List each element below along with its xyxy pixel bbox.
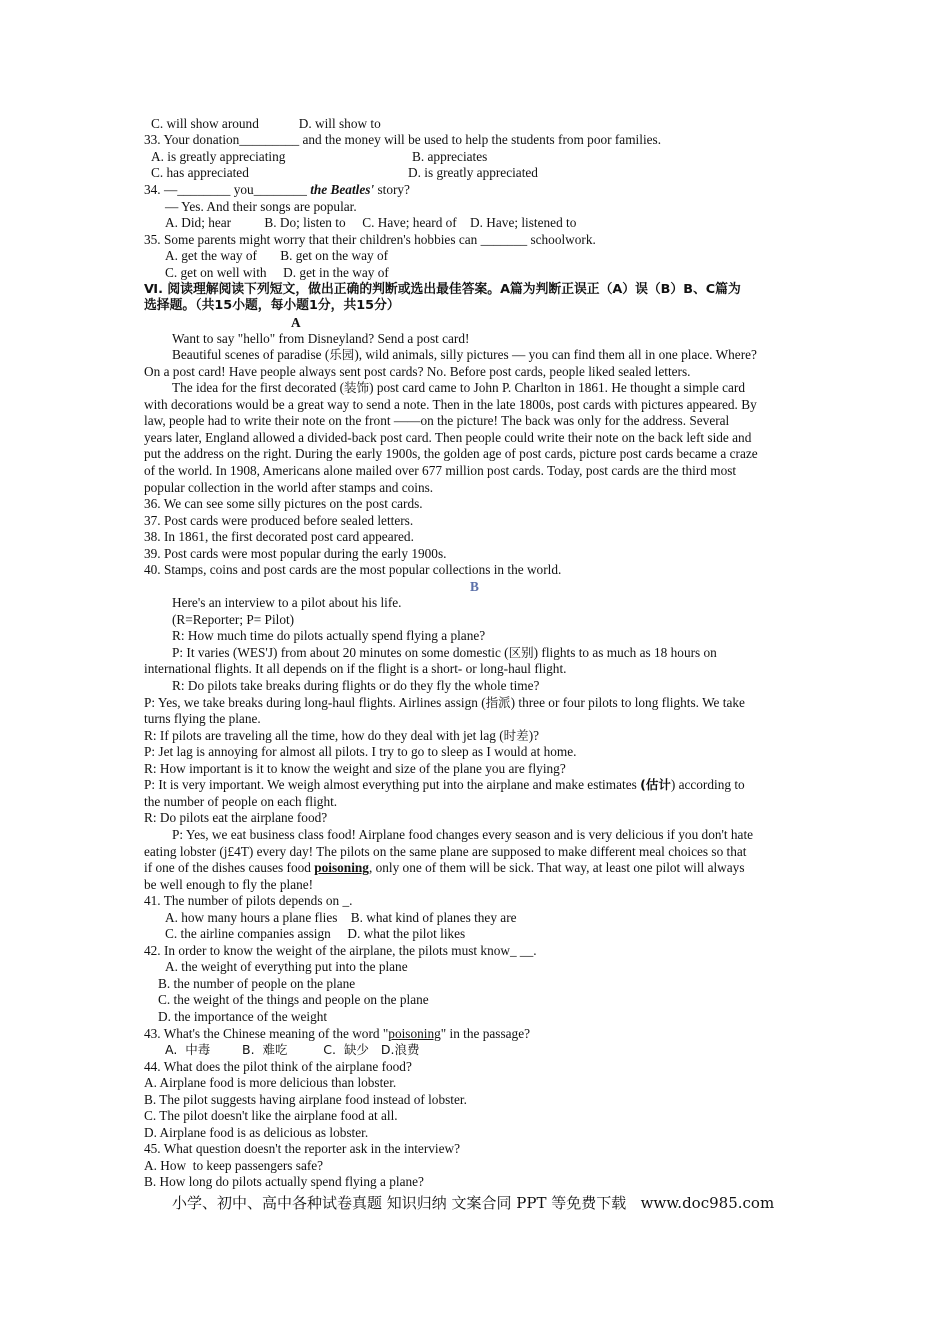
underlined-word: poisoning [314, 860, 369, 875]
passage-b-line [172, 645, 717, 662]
passage-a-line: popular collection in the world after stamps and coins. [144, 480, 434, 495]
text-span: R: If pilots are traveling all the time, how do they deal with jet lag ( [144, 728, 504, 743]
q44-option-b: B. The pilot suggests having airplane food instead of lobster. [144, 1092, 467, 1107]
question-43 [144, 1026, 530, 1043]
text-span: ) according to [670, 777, 745, 792]
passage-a-line: law, people had to write their note on the front ——on the picture! The back was only for the address. Several [144, 413, 730, 428]
text-span: ) flights to as much as 18 hours on [533, 645, 717, 660]
passage-b-line [144, 777, 745, 794]
text-span: Beautiful scenes of paradise ( [172, 347, 330, 362]
q44-option-c: C. The pilot doesn't like the airplane food at all. [144, 1108, 398, 1123]
q44-option-a: A. Airplane food is more delicious than lobster. [144, 1075, 397, 1090]
passage-a-line: Want to say "hello" from Disneyland? Send a post card! [172, 331, 470, 346]
question-38: 38. In 1861, the first decorated post card appeared. [144, 529, 414, 544]
q42-option-a: A. the weight of everything put into the plane [165, 959, 408, 974]
q32-options-cd: C. will show around D. will show to [151, 116, 381, 131]
question-39: 39. Post cards were most popular during the early 1900s. [144, 546, 447, 561]
passage-a-line: years later, England allowed a divided-back post card. Then people could write their note on the back left side and [144, 430, 752, 445]
text-span: The idea for the first decorated ( [172, 380, 345, 395]
q42-option-d: D. the importance of the weight [158, 1009, 328, 1024]
section-6-heading-line2: 选择题。（共15小题，每小题1分，共15分） [144, 298, 400, 313]
question-37: 37. Post cards were produced before sealed letters. [144, 513, 414, 528]
passage-b-line: R: How important is it to know the weight and size of the plane you are flying? [144, 761, 566, 776]
chinese-gloss: (估计 [640, 777, 671, 792]
chinese-gloss: 指派 [485, 695, 511, 710]
q35-options-ab: A. get the way of B. get on the way of [165, 248, 389, 263]
question-44: 44. What does the pilot think of the airplane food? [144, 1059, 412, 1074]
passage-b-line: P: Yes, we eat business class food! Airplane food changes every season and is very delicious if you don't hate [172, 827, 754, 842]
question-41: 41. The number of pilots depends on _. [144, 893, 353, 908]
q33-option-a: A. is greatly appreciating [151, 149, 286, 164]
passage-a-line: put the address on the right. During the early 1900s, the golden age of post cards, picture post cards became a craze [144, 446, 758, 461]
text-span: ), wild animals, silly pictures — you can find them all in one place. Where? [354, 347, 757, 362]
section-6-heading: Ⅵ. 阅读理解阅读下列短文，做出正确的判断或选出最佳答案。A篇为判断正误正（A）误（B）B、C篇为 [144, 282, 741, 297]
chinese-gloss: 区别 [508, 645, 534, 660]
q34-emphasis: the Beatles' [310, 182, 375, 197]
passage-b-line: R: Do pilots eat the airplane food? [144, 810, 328, 825]
chinese-gloss: 装饰 [344, 380, 370, 395]
text-span: )? [528, 728, 540, 743]
passage-b-line: international flights. It all depends on if the flight is a short- or long-haul flight. [144, 661, 567, 676]
q33-option-d: D. is greatly appreciated [408, 165, 538, 180]
passage-b-line: eating lobster (j£4T) every day! The pilots on the same plane are supposed to make different meal choices so that [144, 844, 747, 859]
text-span: P: It varies (WES'J) from about 20 minutes on some domestic ( [172, 645, 509, 660]
text-span: P: It is very important. We weigh almost everything put into the airplane and make estimates [144, 777, 641, 792]
q33-option-b: B. appreciates [412, 149, 488, 164]
text-span: " in the passage? [440, 1026, 531, 1041]
q45-option-b: B. How long do pilots actually spend flying a plane? [144, 1174, 424, 1189]
passage-b-line: P: Jet lag is annoying for almost all pilots. I try to go to sleep as I would at home. [144, 744, 577, 759]
question-33: 33. Your donation_________ and the money will be used to help the students from poor families. [144, 132, 662, 147]
underlined-word: poisoning [388, 1026, 441, 1041]
passage-b-line: Here's an interview to a pilot about his life. [172, 595, 402, 610]
passage-a-label: A [291, 315, 301, 330]
q42-option-c: C. the weight of the things and people on the plane [158, 992, 429, 1007]
q41-options-ab: A. how many hours a plane flies B. what kind of planes they are [165, 910, 517, 925]
q34-prefix: 34. —________ you________ [144, 182, 311, 197]
text-span: 43. What's the Chinese meaning of the word " [144, 1026, 389, 1041]
passage-b-line [144, 695, 745, 712]
q42-option-b: B. the number of people on the plane [158, 976, 356, 991]
q33-option-c: C. has appreciated [151, 165, 249, 180]
passage-a-line [172, 380, 745, 397]
text-span: if one of the dishes causes food [144, 860, 315, 875]
passage-a-line [172, 347, 757, 364]
page-footer: 小学、初中、高中各种试卷真题 知识归纳 文案合同 PPT 等免费下载 www.doc985.com [172, 1194, 775, 1212]
q41-options-cd: C. the airline companies assign D. what the pilot likes [165, 926, 466, 941]
q34-options: A. Did; hear B. Do; listen to C. Have; heard of D. Have; listened to [165, 215, 577, 230]
passage-a-line: On a post card! Have people always sent post cards? No. Before post cards, people liked sealed letters. [144, 364, 691, 379]
text-span: ) post card came to John P. Charlton in 1861. He thought a simple card [369, 380, 745, 395]
question-42: 42. In order to know the weight of the airplane, the pilots must know_ __. [144, 943, 537, 958]
passage-b-label: B [470, 579, 479, 594]
passage-b-line: turns flying the plane. [144, 711, 261, 726]
question-36: 36. We can see some silly pictures on the post cards. [144, 496, 423, 511]
passage-b-line: the number of people on each flight. [144, 794, 338, 809]
text-span: ) three or four pilots to long flights. We take [510, 695, 745, 710]
q34-suffix: story? [374, 182, 410, 197]
q43-options: A. 中毒 B. 难吃 C. 缺少 D.浪费 [165, 1042, 420, 1057]
question-35: 35. Some parents might worry that their children's hobbies can _______ schoolwork. [144, 232, 596, 247]
q35-options-cd: C. get on well with D. get in the way of [165, 265, 389, 280]
q34-reply: — Yes. And their songs are popular. [165, 199, 357, 214]
passage-b-line [144, 860, 745, 877]
question-34 [144, 182, 410, 199]
question-40: 40. Stamps, coins and post cards are the most popular collections in the world. [144, 562, 562, 577]
chinese-gloss: 乐园 [329, 347, 355, 362]
passage-b-line: R: Do pilots take breaks during flights or do they fly the whole time? [172, 678, 540, 693]
chinese-gloss: 时差 [503, 728, 529, 743]
passage-b-line: be well enough to fly the plane! [144, 877, 314, 892]
question-45: 45. What question doesn't the reporter ask in the interview? [144, 1141, 461, 1156]
text-span: P: Yes, we take breaks during long-haul flights. Airlines assign ( [144, 695, 486, 710]
text-span: , only one of them will be sick. That way, at least one pilot will always [368, 860, 745, 875]
passage-b-line: (R=Reporter; P= Pilot) [172, 612, 295, 627]
passage-a-line: with decorations would be a great way to send a note. Then in the late 1800s, post cards with pictures appeared. By [144, 397, 757, 412]
passage-b-line: R: How much time do pilots actually spend flying a plane? [172, 628, 486, 643]
passage-a-line: of the world. In 1908, Americans alone mailed over 677 million post cards. Today, post cards are the third most [144, 463, 737, 478]
q44-option-d: D. Airplane food is as delicious as lobster. [144, 1125, 369, 1140]
q45-option-a: A. How to keep passengers safe? [144, 1158, 324, 1173]
passage-b-line [144, 728, 539, 745]
